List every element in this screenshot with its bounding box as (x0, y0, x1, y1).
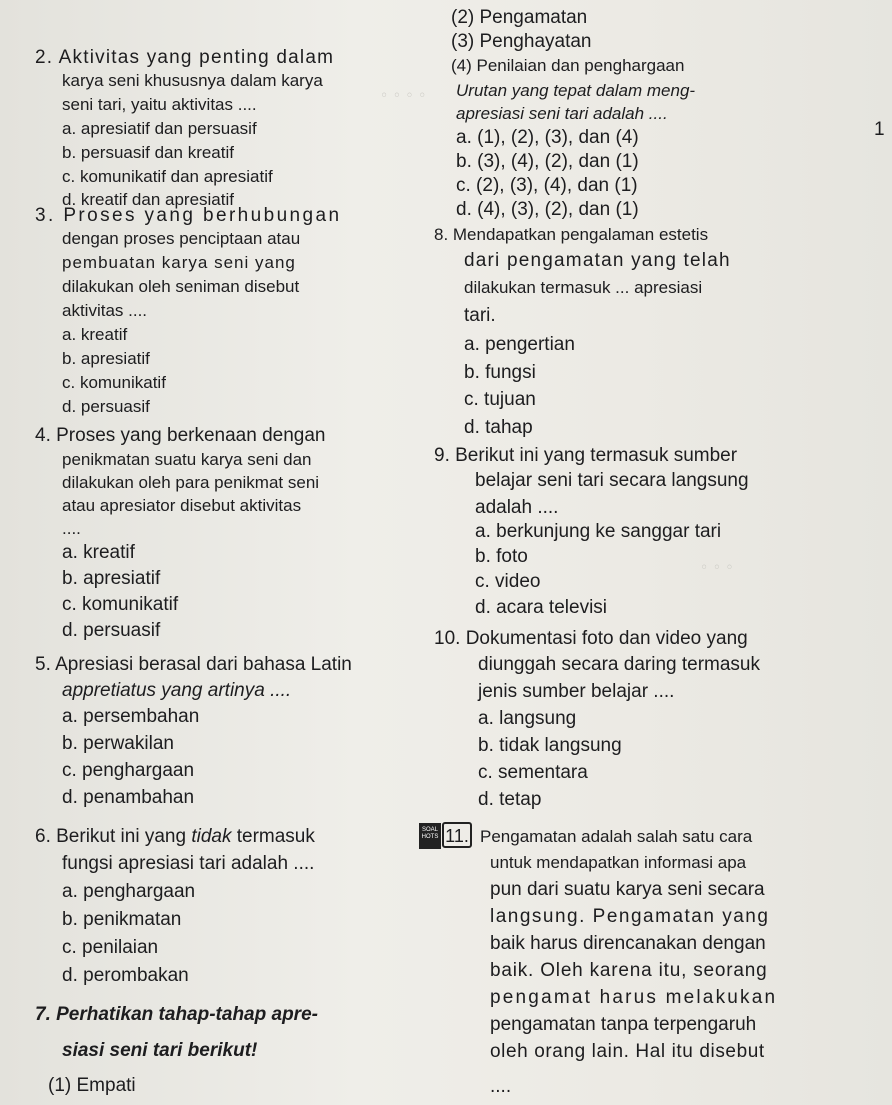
q4-option: a. kreatif (62, 542, 135, 563)
q6-option: a. penghargaan (62, 881, 196, 902)
q4-stem-line: dilakukan oleh para penikmat seni (62, 473, 320, 492)
hots-badge: SOAL HOTS (419, 823, 441, 849)
q10-stem-line: 10. Dokumentasi foto dan video yang (434, 628, 748, 649)
q3-option: a. kreatif (62, 325, 128, 344)
q11-text-line: oleh orang lain. Hal itu disebut (490, 1041, 765, 1062)
q5-option: b. perwakilan (62, 733, 174, 754)
q9-stem-line: adalah .... (475, 497, 559, 518)
bleed-through-text: ◦ ◦ ◦ (700, 560, 734, 576)
q7-stem-line: Urutan yang tepat dalam meng- (456, 81, 696, 100)
q8-option: c. tujuan (464, 389, 536, 410)
q6-stem-suffix: termasuk (231, 826, 315, 847)
q7-stem-line: 7. Perhatikan tahap-tahap apre- (35, 1004, 318, 1025)
q2-stem-line: 2. Aktivitas yang penting dalam (35, 47, 335, 68)
q10-option: b. tidak langsung (478, 735, 622, 756)
q7-option: c. (2), (3), (4), dan (1) (456, 175, 638, 196)
q7-item: (3) Penghayatan (451, 31, 592, 52)
q3-option: d. persuasif (62, 397, 150, 416)
q2-option: d. kreatif dan apresiatif (62, 190, 234, 209)
q6-stem-emphasis: tidak (191, 826, 232, 847)
q11-number-box: 11. (442, 822, 472, 848)
q4-stem-line: 4. Proses yang berkenaan dengan (35, 425, 326, 446)
q2-stem-line: karya seni khususnya dalam karya (62, 71, 323, 90)
q9-stem-line: 9. Berikut ini yang termasuk sumber (434, 445, 738, 466)
q11-answer-blank: .... (490, 1076, 512, 1097)
page-edge-mark: 1 (874, 119, 885, 140)
q7-option: d. (4), (3), (2), dan (1) (456, 199, 639, 220)
q10-option: c. sementara (478, 762, 588, 783)
q2-option: b. persuasif dan kreatif (62, 143, 234, 162)
q5-stem-line: 5. Apresiasi berasal dari bahasa Latin (35, 654, 352, 675)
q4-stem-line: .... (62, 519, 81, 538)
q10-stem-line: diunggah secara daring termasuk (478, 654, 761, 675)
q11-text-line: pun dari suatu karya seni secara (490, 879, 765, 900)
q9-option: d. acara televisi (475, 597, 608, 618)
q2-stem-line: seni tari, yaitu aktivitas .... (62, 95, 257, 114)
q11-text-line: langsung. Pengamatan yang (490, 906, 770, 927)
q3-stem-line: pembuatan karya seni yang (62, 253, 296, 272)
q9-stem-line: belajar seni tari secara langsung (475, 470, 749, 491)
q11-text-line: baik. Oleh karena itu, seorang (490, 960, 768, 981)
q7-option: a. (1), (2), (3), dan (4) (456, 127, 639, 148)
q5-stem-line: appretiatus yang artinya .... (62, 680, 292, 701)
q3-stem-line: dilakukan oleh seniman disebut (62, 277, 300, 296)
q3-option: b. apresiatif (62, 349, 150, 368)
q11-text-line: Pengamatan adalah salah satu cara (480, 827, 753, 846)
q6-stem-line (35, 826, 315, 848)
q8-option: b. fungsi (464, 362, 536, 383)
q8-stem-line: dari pengamatan yang telah (464, 250, 731, 271)
q4-stem-line: penikmatan suatu karya seni dan (62, 450, 312, 469)
q9-option: c. video (475, 571, 541, 592)
q4-option: b. apresiatif (62, 568, 161, 589)
q8-option: a. pengertian (464, 334, 575, 355)
q10-option: d. tetap (478, 789, 542, 810)
q11-text-line: baik harus direncanakan dengan (490, 933, 766, 954)
q3-stem-line: dengan proses penciptaan atau (62, 229, 301, 248)
q9-option: b. foto (475, 546, 528, 567)
q7-item: (2) Pengamatan (451, 7, 588, 28)
q4-option: c. komunikatif (62, 594, 179, 615)
q2-option: c. komunikatif dan apresiatif (62, 167, 273, 186)
q7-item: (1) Empati (48, 1075, 136, 1096)
q5-option: a. persembahan (62, 706, 200, 727)
q3-stem-line: 3. Proses yang berhubungan (35, 205, 342, 226)
q7-item: (4) Penilaian dan penghargaan (451, 56, 685, 75)
q8-option: d. tahap (464, 417, 533, 438)
q5-option: d. penambahan (62, 787, 195, 808)
q4-stem-line: atau apresiator disebut aktivitas (62, 496, 302, 515)
q11-text-line: untuk mendapatkan informasi apa (490, 853, 747, 872)
q7-stem-line: siasi seni tari berikut! (62, 1040, 258, 1061)
q6-option: c. penilaian (62, 937, 159, 958)
q4-option: d. persuasif (62, 620, 161, 641)
q7-stem-line: apresiasi seni tari adalah .... (456, 104, 668, 123)
q8-stem-line: dilakukan termasuk ... apresiasi (464, 278, 703, 297)
q11-text-line: pengamatan tanpa terpengaruh (490, 1014, 757, 1035)
q8-stem-line: tari. (464, 305, 496, 326)
bleed-through-text: ◦ ◦ ◦ ◦ (380, 88, 427, 104)
q10-option: a. langsung (478, 708, 577, 729)
q8-stem-line: 8. Mendapatkan pengalaman estetis (434, 225, 709, 244)
q10-stem-line: jenis sumber belajar .... (478, 681, 675, 702)
q11-text-line: pengamat harus melakukan (490, 987, 778, 1008)
q3-stem-line: aktivitas .... (62, 301, 148, 320)
q5-option: c. penghargaan (62, 760, 195, 781)
q6-stem-line: fungsi apresiasi tari adalah .... (62, 853, 315, 874)
q3-option: c. komunikatif (62, 373, 166, 392)
q6-option: d. perombakan (62, 965, 189, 986)
q6-stem-prefix: 6. Berikut ini yang (35, 826, 192, 847)
q9-option: a. berkunjung ke sanggar tari (475, 521, 722, 542)
q6-option: b. penikmatan (62, 909, 182, 930)
q7-option: b. (3), (4), (2), dan (1) (456, 151, 639, 172)
q2-option: a. apresiatif dan persuasif (62, 119, 257, 138)
